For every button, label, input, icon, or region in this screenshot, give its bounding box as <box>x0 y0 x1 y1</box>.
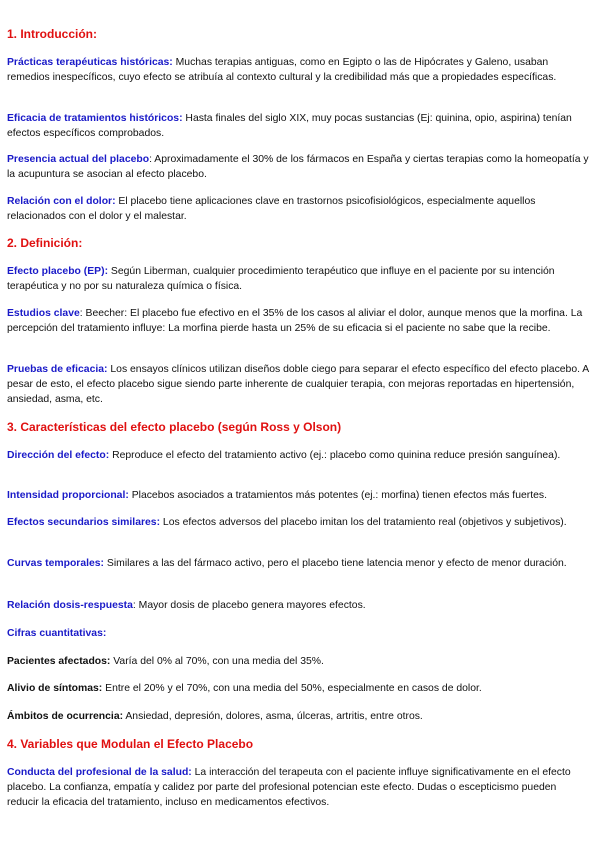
paragraph-practicas-historicas <box>7 55 590 85</box>
term-label: Eficacia de tratamientos históricos: <box>7 113 183 124</box>
paragraph-intensidad-proporcional <box>7 488 590 503</box>
paragraph-text: Los ensayos clínicos utilizan diseños doble ciego para separar el efecto específico del efecto placebo. A pesar de esto, el efecto placebo sigue siendo parte inherente de cualquier terapia, con mejoras reportadas en hipertensión, ansiedad, asma, etc. <box>7 364 589 405</box>
paragraph-text: Los efectos adversos del placebo imitan los del tratamiento real (objetivos y subjetivos). <box>160 517 567 528</box>
term-label: Prácticas terapéuticas históricas: <box>7 57 173 68</box>
paragraph-text: La interacción del terapeuta con el paciente influye significativamente en el efecto placebo. La confianza, empatía y calidez por parte del profesional potencian este efecto. Dudas o escepticismo pueden reducir la eficacia del tratamiento, incluso en medicamentos efectivos. <box>7 767 571 808</box>
section-heading-variables: 4. Variables que Modulan el Efecto Placebo <box>7 737 254 751</box>
paragraph-text: Similares a las del fármaco activo, pero el placebo tiene latencia menor y efecto de menor duración. <box>104 558 567 569</box>
term-label: Conducta del profesional de la salud: <box>7 767 192 778</box>
paragraph-pruebas-eficacia <box>7 362 590 407</box>
term-label: Estudios clave <box>7 308 80 319</box>
paragraph-alivio-sintomas <box>7 681 590 696</box>
paragraph-ambitos-ocurrencia <box>7 709 590 724</box>
paragraph-efectos-secundarios <box>7 515 590 530</box>
paragraph-text: Placebos asociados a tratamientos más potentes (ej.: morfina) tienen efectos más fuertes. <box>128 490 547 501</box>
paragraph-text: : Mayor dosis de placebo genera mayores efectos. <box>132 600 366 611</box>
term-label: Alivio de síntomas: <box>7 683 103 694</box>
paragraph-relacion-dolor <box>7 194 590 224</box>
paragraph-eficacia-historicos <box>7 111 590 141</box>
paragraph-text: Ansiedad, depresión, dolores, asma, úlceras, artritis, entre otros. <box>123 711 423 722</box>
term-label: Efecto placebo (EP): <box>7 266 109 277</box>
paragraph-curvas-temporales <box>7 556 590 571</box>
paragraph-text: : Beecher: El placebo fue efectivo en el 35% de los casos al aliviar el dolor, aunque menos que la morfina. La percepción del tratamiento influye: La morfina pierde hasta un 25% de su eficacia si el paciente no sabe que la recibe. <box>7 308 583 334</box>
term-label: Dirección del efecto: <box>7 450 110 461</box>
paragraph-text: Reproduce el efecto del tratamiento activo (ej.: placebo como quinina reduce presión sanguínea). <box>109 450 561 461</box>
term-label: Intensidad proporcional: <box>7 490 129 501</box>
paragraph-text: Hasta finales del siglo XIX, muy pocas sustancias (Ej: quinina, opio, aspirina) tenían efectos específicos comprobados. <box>7 113 572 139</box>
paragraph-text: Muchas terapias antiguas, como en Egipto o las de Hipócrates y Galeno, usaban remedios inespecíficos, cuyo efecto se atribuía al contexto cultural y la credibilidad más que a propiedades específicas. <box>7 57 557 83</box>
paragraph-presencia-placebo <box>7 152 590 182</box>
term-label: Ámbitos de ocurrencia: <box>7 711 124 722</box>
term-label: Cifras cuantitativas: <box>7 628 107 639</box>
section-heading-introduccion: 1. Introducción: <box>7 27 97 41</box>
paragraph-text: El placebo tiene aplicaciones clave en trastornos psicofisiológicos, especialmente aquellos relacionados con el dolor y el malestar. <box>7 196 536 222</box>
paragraph-text: Según Liberman, cualquier procedimiento terapéutico que influye en el paciente por su intención terapéutica y no por su naturaleza química o física. <box>7 266 555 292</box>
section-heading-definicion: 2. Definición: <box>7 236 83 250</box>
paragraph-cifras-cuantitativas <box>7 626 590 641</box>
term-label: Relación dosis-respuesta <box>7 600 133 611</box>
term-label: Efectos secundarios similares: <box>7 517 161 528</box>
section-heading-caracteristicas: 3. Características del efecto placebo (según Ross y Olson) <box>7 420 342 434</box>
paragraph-text: Entre el 20% y el 70%, con una media del 50%, especialmente en casos de dolor. <box>102 683 482 694</box>
paragraph-dosis-respuesta <box>7 598 590 613</box>
paragraph-estudios-clave <box>7 306 590 336</box>
paragraph-conducta-profesional <box>7 765 590 810</box>
paragraph-text: Varía del 0% al 70%, con una media del 35%. <box>110 656 324 667</box>
paragraph-pacientes-afectados <box>7 654 590 669</box>
paragraph-direccion-efecto <box>7 448 590 463</box>
term-label: Presencia actual del placebo <box>7 154 150 165</box>
term-label: Pruebas de eficacia: <box>7 364 108 375</box>
term-label: Pacientes afectados: <box>7 656 111 667</box>
term-label: Curvas temporales: <box>7 558 105 569</box>
paragraph-efecto-placebo <box>7 264 590 294</box>
term-label: Relación con el dolor: <box>7 196 116 207</box>
paragraph-text: : Aproximadamente el 30% de los fármacos en España y ciertas terapias como la homeopatía y la acupuntura se asocian al efecto placebo. <box>7 154 589 180</box>
